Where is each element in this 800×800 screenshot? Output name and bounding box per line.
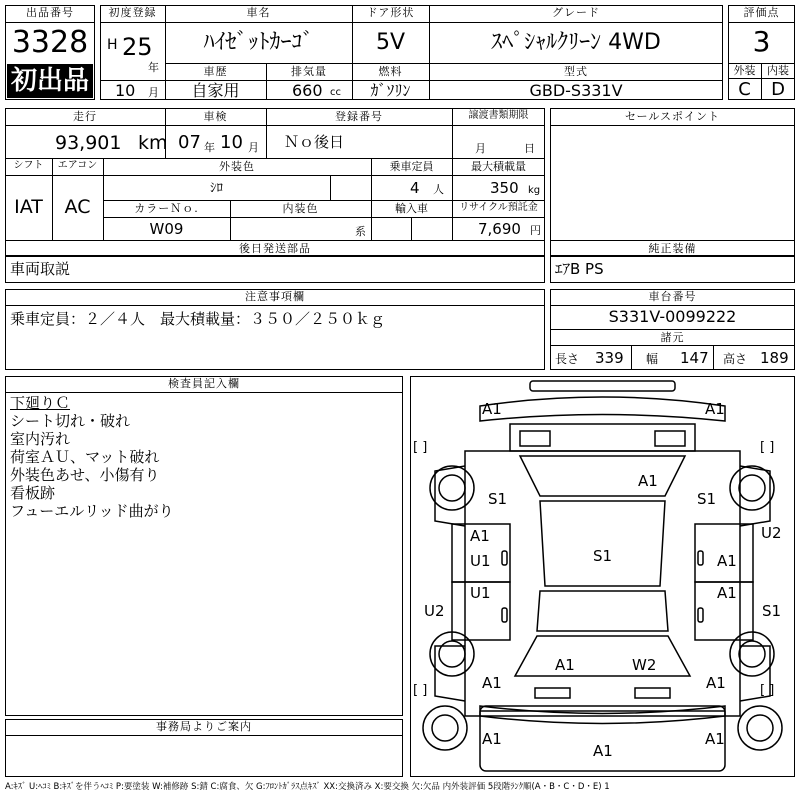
inspector-line: 室内汚れ: [10, 430, 71, 448]
ac: AC: [64, 196, 91, 218]
transfer-day-unit: 日: [524, 142, 535, 155]
inspector-line: 外装色あせ、小傷有り: [10, 466, 160, 484]
import-label: 輸入車: [395, 202, 428, 215]
shift: IAT: [14, 196, 43, 218]
car-name: ﾊｲｾﾞｯﾄｶｰｺﾞ: [203, 30, 314, 55]
era: H: [107, 37, 118, 53]
sales-point-label: セールスポイント: [624, 110, 720, 123]
lot-number: 3328: [11, 25, 89, 60]
notes-text: 乗車定員：２／４人 最大積載量：３５０／２５０ｋｇ: [10, 310, 386, 328]
damage-mark: A1: [717, 584, 737, 602]
width: 147: [680, 349, 709, 367]
damage-mark: S1: [697, 490, 717, 508]
inspector-line: 看板跡: [10, 484, 56, 502]
ac-label: エアコン: [57, 160, 98, 171]
displacement: 660: [292, 81, 323, 100]
ext-color-label: 外装色: [219, 160, 255, 173]
year-unit: 年: [148, 61, 159, 74]
notes-label: 注意事項欄: [245, 290, 305, 303]
displacement-label: 排気量: [291, 65, 327, 78]
damage-mark: A1: [482, 400, 502, 418]
ext-color: ｼﾛ: [210, 181, 223, 196]
damage-mark: A1: [706, 674, 726, 692]
length-label: 長さ: [555, 352, 580, 366]
mileage-label: 走行: [73, 110, 97, 123]
inspector-line: シート切れ・破れ: [10, 412, 131, 430]
interior-grade: D: [771, 79, 785, 100]
transfer-month-unit: 月: [475, 142, 486, 155]
registration-month: 10: [115, 81, 136, 100]
history: 自家用: [191, 81, 240, 100]
damage-mark: A1: [717, 552, 737, 570]
car-name-label: 車名: [246, 6, 271, 19]
capacity-label: 乗車定員: [389, 160, 434, 173]
damage-mark: U2: [761, 524, 782, 542]
score: 3: [752, 25, 771, 58]
damage-mark: A1: [482, 674, 502, 692]
int-color-label: 内装色: [282, 202, 319, 215]
inspection-year: 07: [178, 132, 201, 153]
cc-unit: cc: [330, 87, 341, 98]
grade-label: グレード: [552, 6, 600, 19]
damage-mark: W2: [632, 656, 657, 674]
equipment: ｴｱB PS: [555, 260, 604, 278]
recycle-label: リサイクル預託金: [459, 202, 538, 213]
bracket-mark: [ ]: [760, 440, 775, 455]
bracket-mark: [ ]: [413, 683, 428, 698]
inspector-line: フューエルリッド曲がり: [10, 502, 174, 520]
damage-mark: U1: [470, 552, 491, 570]
height: 189: [760, 349, 789, 367]
fuel: ｶﾞｿﾘﾝ: [370, 81, 411, 100]
damage-mark: S1: [593, 547, 613, 565]
inspection-month: 10: [220, 132, 243, 153]
fuel-label: 燃料: [378, 65, 403, 78]
history-label: 車歴: [203, 65, 228, 78]
kg-unit: kg: [528, 185, 541, 196]
door-label: ドア形状: [366, 6, 415, 19]
bracket-mark: [ ]: [760, 683, 775, 698]
car-diagram: [410, 376, 795, 777]
damage-mark: A1: [638, 472, 658, 490]
reg-number-label: 登録番号: [335, 110, 383, 123]
damage-mark: U2: [424, 602, 445, 620]
inspector-label: 検査員記入欄: [168, 377, 240, 390]
transfer-docs-label: 譲渡書類期限: [468, 110, 529, 121]
first-registration-label: 初度登録: [108, 6, 157, 19]
later-parts-box: [5, 256, 545, 283]
interior-label: 内装: [767, 64, 789, 77]
damage-mark: S1: [488, 490, 508, 508]
shift-label: シフト: [13, 160, 44, 171]
damage-mark: A1: [470, 527, 490, 545]
damage-mark: A1: [555, 656, 575, 674]
exterior-label: 外装: [733, 64, 756, 77]
max-load: 350: [490, 179, 519, 197]
later-parts: 車両取説: [10, 260, 71, 278]
score-label: 評価点: [743, 6, 780, 19]
height-label: 高さ: [723, 352, 748, 366]
int-color-unit: 系: [355, 225, 366, 238]
damage-mark: A1: [482, 730, 502, 748]
exterior-grade: C: [738, 79, 751, 100]
legend: A:ｷｽﾞ U:ﾍｺﾐ B:ｷｽﾞを伴うﾍｺﾐ P:要塗装 W:補修跡 S:錆 C:腐食、欠 G:ﾌﾛﾝﾄｶﾞﾗｽ点ｷｽﾞ XX:交換済み X:要交換 欠:欠品 内外装評価 5段階ﾗﾝｸ順(A・B・C・D・E) 1: [5, 782, 610, 792]
mileage: 93,901: [55, 132, 122, 154]
model-label: 型式: [564, 65, 588, 78]
damage-mark: U1: [470, 584, 491, 602]
color-no-label: カラーＮｏ.: [134, 202, 199, 215]
recycle-fee: 7,690: [478, 220, 521, 238]
width-label: 幅: [646, 352, 659, 366]
capacity-unit: 人: [433, 183, 444, 196]
inspector-line: 荷室ＡＵ、マット破れ: [10, 448, 160, 466]
chassis-label: 車台番号: [648, 290, 697, 303]
first-listing-text: 初出品: [10, 66, 89, 96]
color-no: W09: [149, 220, 184, 238]
bracket-mark: [ ]: [413, 440, 428, 455]
reg-number: Ｎｏ後日: [284, 133, 345, 151]
lot-number-label: 出品番号: [26, 6, 74, 19]
inspection-month-unit: 月: [248, 141, 259, 154]
inspector-line: 下廻りＣ: [10, 394, 71, 412]
inspection-year-unit: 年: [204, 141, 215, 154]
model: GBD-S331V: [529, 81, 623, 100]
damage-mark: A1: [593, 742, 613, 760]
grade: ｽﾍﾟｼｬﾙｸﾘｰﾝ 4WD: [491, 30, 661, 55]
month-unit: 月: [148, 86, 159, 99]
yen-unit: 円: [530, 224, 541, 237]
km-unit: km: [138, 132, 168, 154]
damage-mark: A1: [705, 400, 725, 418]
registration-year: 25: [122, 33, 153, 61]
specs-label: 諸元: [660, 331, 685, 344]
length: 339: [595, 349, 624, 367]
damage-mark: A1: [705, 730, 725, 748]
office-label: 事務局よりご案内: [156, 720, 252, 733]
door-type: 5V: [375, 30, 406, 55]
inspection-label: 車検: [203, 110, 228, 123]
max-load-label: 最大積載量: [471, 160, 526, 173]
damage-mark: S1: [762, 602, 782, 620]
chassis-number: S331V-0099222: [608, 307, 737, 326]
equipment-label: 純正装備: [648, 242, 697, 255]
sales-point-box: [550, 108, 795, 256]
capacity: 4: [410, 179, 420, 197]
later-parts-label: 後日発送部品: [239, 242, 311, 255]
